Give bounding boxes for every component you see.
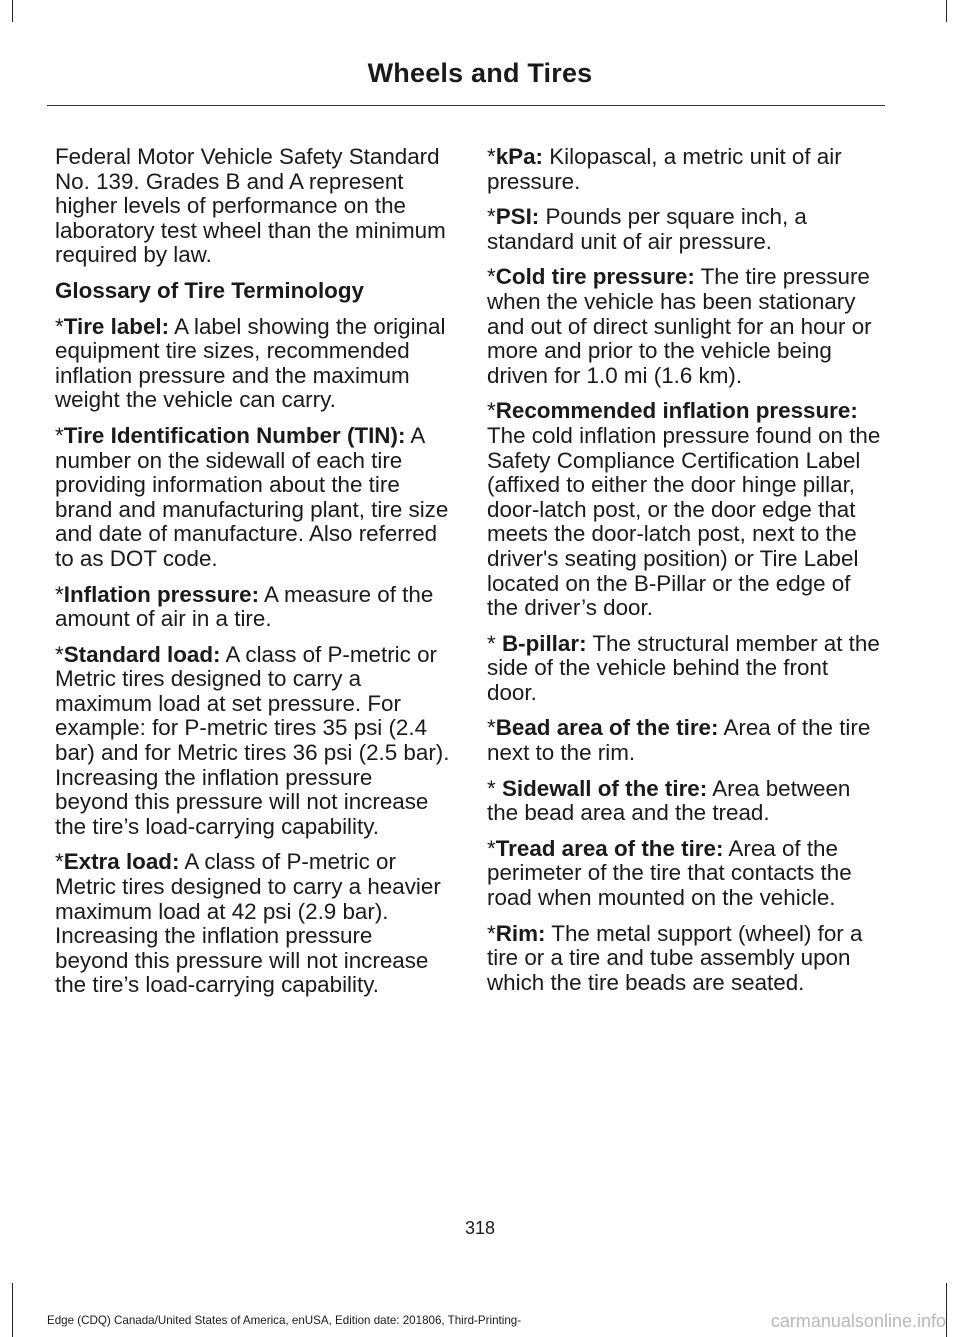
glossary-entry bbox=[487, 837, 882, 911]
glossary-entry bbox=[487, 632, 882, 706]
crop-mark-top-left-v bbox=[12, 0, 13, 22]
entry-definition: The tire pressure when the vehicle has been stationary and out of direct sunlight for an hour or more and prior to the vehicle being driven for 1.0 mi (1.6 km). bbox=[487, 264, 872, 388]
entry-prefix: * bbox=[55, 641, 64, 667]
glossary-entry bbox=[55, 850, 450, 998]
entry-definition: Area of the perimeter of the tire that contacts the road when mounted on the vehicle. bbox=[487, 835, 852, 911]
entry-prefix: * bbox=[55, 581, 64, 607]
entry-term: Bead area of the tire: bbox=[495, 715, 719, 741]
entry-prefix: * bbox=[55, 313, 64, 339]
entry-term: Sidewall of the tire: bbox=[501, 775, 708, 801]
entry-prefix: * bbox=[487, 775, 502, 801]
crop-mark-top-right-v bbox=[946, 0, 947, 22]
entry-definition: A class of P-metric or Metric tires designed to carry a maximum load at set pressure. For example: for P-metric tires 35 psi (2.4 bar) and for Metric tires 36 psi (2.5 bar). Increasing the inflation pressure beyond this pressure will not increase the tire’s load-carrying capability. bbox=[55, 641, 450, 839]
entry-prefix: * bbox=[487, 204, 496, 230]
entry-term: Tread area of the tire: bbox=[495, 835, 724, 861]
entry-definition: Pounds per square inch, a standard unit of air pressure. bbox=[487, 204, 807, 254]
entry-prefix: * bbox=[487, 920, 496, 946]
entry-definition: The metal support (wheel) for a tire or a tire and tube assembly upon which the tire beads are seated. bbox=[487, 920, 863, 995]
entry-prefix: * bbox=[487, 630, 502, 656]
entry-definition: Area between the bead area and the tread. bbox=[487, 775, 851, 826]
glossary-entry bbox=[487, 205, 882, 254]
entry-prefix: * bbox=[487, 144, 496, 169]
entry-prefix: * bbox=[55, 849, 64, 875]
entry-definition: A number on the sidewall of each tire providing information about the tire brand and manufacturing plant, tire size and date of manufacture. Also referred to as DOT code. bbox=[55, 422, 449, 571]
entry-term: Inflation pressure: bbox=[63, 581, 260, 607]
crop-mark-bottom-left-v bbox=[12, 1283, 13, 1337]
entry-term: Rim: bbox=[495, 920, 546, 946]
entry-definition: Area of the tire next to the rim. bbox=[487, 715, 871, 766]
glossary-entry bbox=[487, 922, 882, 996]
glossary-entry bbox=[55, 424, 450, 572]
entry-term: Extra load: bbox=[63, 849, 180, 875]
entry-definition: A measure of the amount of air in a tire. bbox=[55, 581, 434, 632]
glossary-entry bbox=[487, 265, 882, 388]
glossary-heading: Glossary of Tire Terminology bbox=[55, 277, 364, 303]
entry-term: Cold tire pressure: bbox=[495, 264, 695, 290]
right-column bbox=[487, 145, 882, 1006]
entry-term: Tire Identification Number (TIN): bbox=[63, 422, 406, 448]
entry-term: PSI: bbox=[495, 204, 540, 230]
intro-paragraph: Federal Motor Vehicle Safety Standard No. 139. Grades B and A represent higher levels of performance on the laboratory test wheel than the minimum required by law. bbox=[55, 144, 446, 268]
left-column bbox=[55, 145, 450, 1009]
entry-definition: A label showing the original equipment tire sizes, recommended inflation pressure and the maximum weight the vehicle can carry. bbox=[55, 313, 446, 413]
page-header-title: Wheels and Tires bbox=[367, 58, 593, 88]
entry-prefix: * bbox=[55, 422, 64, 448]
entry-term: Standard load: bbox=[63, 641, 221, 667]
entry-term: Tire label: bbox=[63, 313, 170, 339]
watermark: carmanualsonline.info bbox=[770, 1311, 946, 1331]
glossary-entry bbox=[55, 583, 450, 632]
entry-prefix: * bbox=[487, 264, 496, 290]
entry-term: kPa: bbox=[495, 144, 544, 169]
entry-prefix: * bbox=[487, 398, 496, 424]
entry-prefix: * bbox=[487, 835, 496, 861]
header-divider bbox=[47, 105, 885, 106]
glossary-entry bbox=[55, 643, 450, 840]
entry-term: B-pillar: bbox=[501, 630, 587, 656]
entry-term: Recommended inflation pressure: bbox=[495, 398, 858, 424]
glossary-entry bbox=[487, 399, 882, 620]
entry-definition: Kilopascal, a metric unit of air pressure. bbox=[487, 144, 842, 194]
entry-definition: The cold inflation pressure found on the Safety Compliance Certification Label (affixed to either the door hinge pillar, door-latch post, or the door edge that meets the door-latch post, next to the driver's seating position) or Tire Label located on the B-Pillar or the edge of the driver’s door. bbox=[487, 422, 881, 621]
glossary-entry bbox=[487, 777, 882, 826]
glossary-entry bbox=[487, 716, 882, 765]
entry-prefix: * bbox=[487, 715, 496, 741]
entry-definition: The structural member at the side of the vehicle behind the front door. bbox=[487, 630, 880, 705]
glossary-entry bbox=[55, 315, 450, 413]
footer-edition-info: Edge (CDQ) Canada/United States of America, enUSA, Edition date: 201806, Third-Printing- bbox=[47, 1314, 522, 1327]
entry-definition: A class of P-metric or Metric tires designed to carry a heavier maximum load at 42 psi (2.9 bar). Increasing the inflation pressure beyond this pressure will not increase the tire’s load-carrying capability. bbox=[55, 849, 441, 998]
page-number: 318 bbox=[464, 1218, 496, 1238]
crop-mark-bottom-right-v bbox=[946, 1283, 947, 1337]
glossary-entry bbox=[487, 145, 882, 194]
